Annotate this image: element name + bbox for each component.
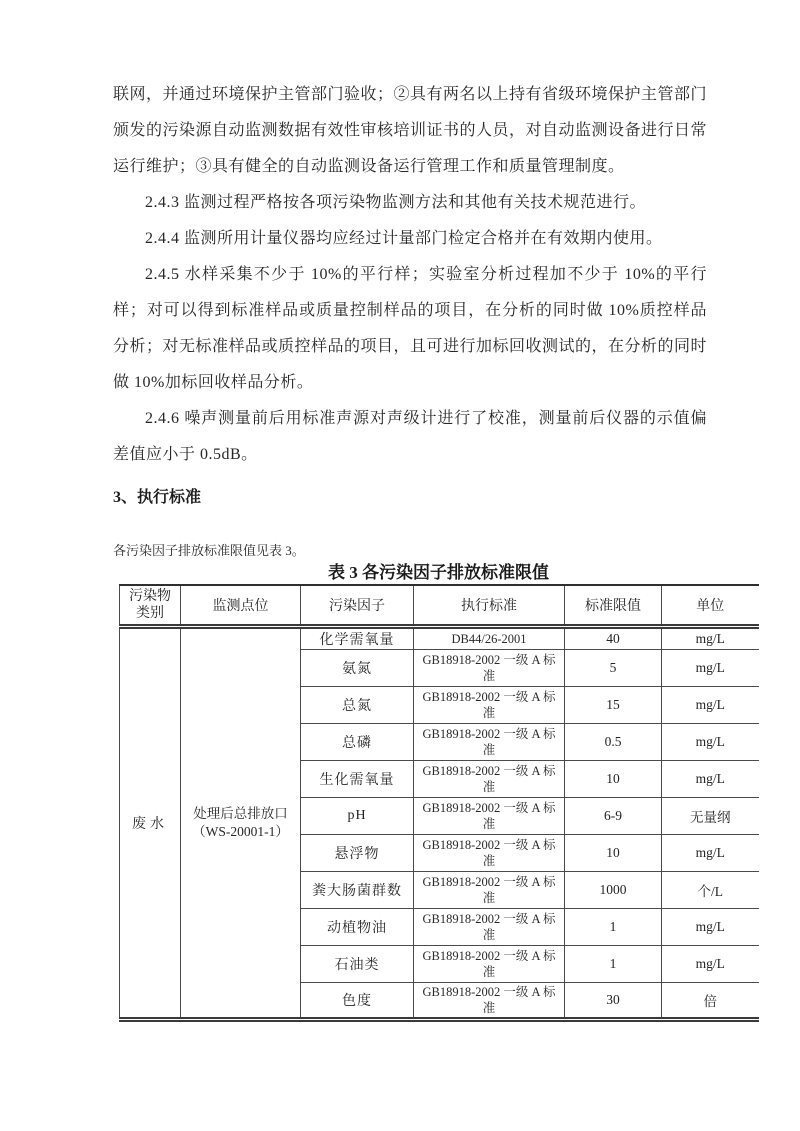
paragraph-continuation: 联网，并通过环境保护主管部门验收；②具有两名以上持有省级环境保护主管部门颁发的污染源自动监测数据有效性审核培训证书的人员，对自动监测设备进行日常运行维护；③具有健全的自动监测设备运行管理工作和质量管理制度。	[113, 86, 708, 175]
factor-cell: 粪大肠菌群数	[301, 872, 414, 909]
standard-cell: GB18918-2002 一级 A 标准	[414, 687, 565, 724]
standard-cell: GB18918-2002 一级 A 标准	[414, 835, 565, 872]
limit-cell: 1	[565, 909, 662, 946]
standard-cell: GB18918-2002 一级 A 标准	[414, 946, 565, 983]
limit-cell: 15	[565, 687, 662, 724]
unit-cell: mg/L	[662, 650, 759, 687]
unit-cell: mg/L	[662, 835, 759, 872]
standard-cell: GB18918-2002 一级 A 标准	[414, 650, 565, 687]
limit-cell: 5	[565, 650, 662, 687]
limit-cell: 40	[565, 627, 662, 650]
unit-cell: mg/L	[662, 946, 759, 983]
unit-cell: mg/L	[662, 687, 759, 724]
paragraph-2-4-3: 2.4.3 监测过程严格按各项污染物监测方法和其他有关技术规范进行。	[145, 194, 647, 211]
header-pollutant-category: 污染物 类别	[120, 585, 181, 627]
table-row	[120, 627, 759, 650]
limit-cell: 0.5	[565, 724, 662, 761]
standard-cell: DB44/26-2001	[414, 627, 565, 650]
unit-cell: 无量纲	[662, 798, 759, 835]
category-cell: 废水	[120, 627, 181, 1020]
factor-cell: 生化需氧量	[301, 761, 414, 798]
limit-cell: 10	[565, 835, 662, 872]
factor-cell: 悬浮物	[301, 835, 414, 872]
standard-cell: GB18918-2002 一级 A 标准	[414, 872, 565, 909]
standards-table	[119, 584, 759, 1022]
section-heading: 3、执行标准	[113, 489, 202, 506]
paragraph-2-4-5: 2.4.5 水样采集不少于 10%的平行样；实验室分析过程加不少于 10%的平行样；对可以得到标准样品或质量控制样品的项目，在分析的同时做 10%质控样品分析；对无标准样品或质控样品的项目，且可进行加标回收测试的，在分析的同时做 10%加标回收样品分析。	[113, 266, 708, 391]
unit-cell: mg/L	[662, 724, 759, 761]
limit-cell: 1	[565, 946, 662, 983]
unit-cell: mg/L	[662, 761, 759, 798]
factor-cell: pH	[301, 798, 414, 835]
factor-cell: 石油类	[301, 946, 414, 983]
standard-cell: GB18918-2002 一级 A 标准	[414, 909, 565, 946]
factor-cell: 色度	[301, 983, 414, 1020]
limit-cell: 1000	[565, 872, 662, 909]
table-caption: 表 3 各污染因子排放标准限值	[328, 563, 549, 582]
unit-cell: mg/L	[662, 627, 759, 650]
paragraph-2-4-4: 2.4.4 监测所用计量仪器均应经过计量部门检定合格并在有效期内使用。	[145, 230, 663, 247]
factor-cell: 动植物油	[301, 909, 414, 946]
table-header-row	[120, 585, 759, 627]
monitoring-point-cell: 处理后总排放口 （WS-20001-1）	[181, 627, 301, 1020]
limit-cell: 6-9	[565, 798, 662, 835]
limit-cell: 10	[565, 761, 662, 798]
header-unit: 单位	[662, 585, 759, 627]
paragraph-2-4-6: 2.4.6 噪声测量前后用标准声源对声级计进行了校准，测量前后仪器的示值偏差值应小于 0.5dB。	[113, 410, 707, 463]
body-text	[113, 0, 707, 473]
standard-cell: GB18918-2002 一级 A 标准	[414, 983, 565, 1020]
header-monitoring-point: 监测点位	[181, 585, 301, 627]
unit-cell: mg/L	[662, 909, 759, 946]
factor-cell: 氨氮	[301, 650, 414, 687]
factor-cell: 总氮	[301, 687, 414, 724]
factor-cell: 化学需氧量	[301, 627, 414, 650]
header-pollution-factor: 污染因子	[301, 585, 414, 627]
limit-cell: 30	[565, 983, 662, 1020]
table-intro: 各污染因子排放标准限值见表 3。	[113, 543, 305, 558]
standard-cell: GB18918-2002 一级 A 标准	[414, 724, 565, 761]
standard-cell: GB18918-2002 一级 A 标准	[414, 761, 565, 798]
header-standard-limit: 标准限值	[565, 585, 662, 627]
unit-cell: 倍	[662, 983, 759, 1020]
factor-cell: 总磷	[301, 724, 414, 761]
header-executed-standard: 执行标准	[414, 585, 565, 627]
standard-cell: GB18918-2002 一级 A 标准	[414, 798, 565, 835]
unit-cell: 个/L	[662, 872, 759, 909]
